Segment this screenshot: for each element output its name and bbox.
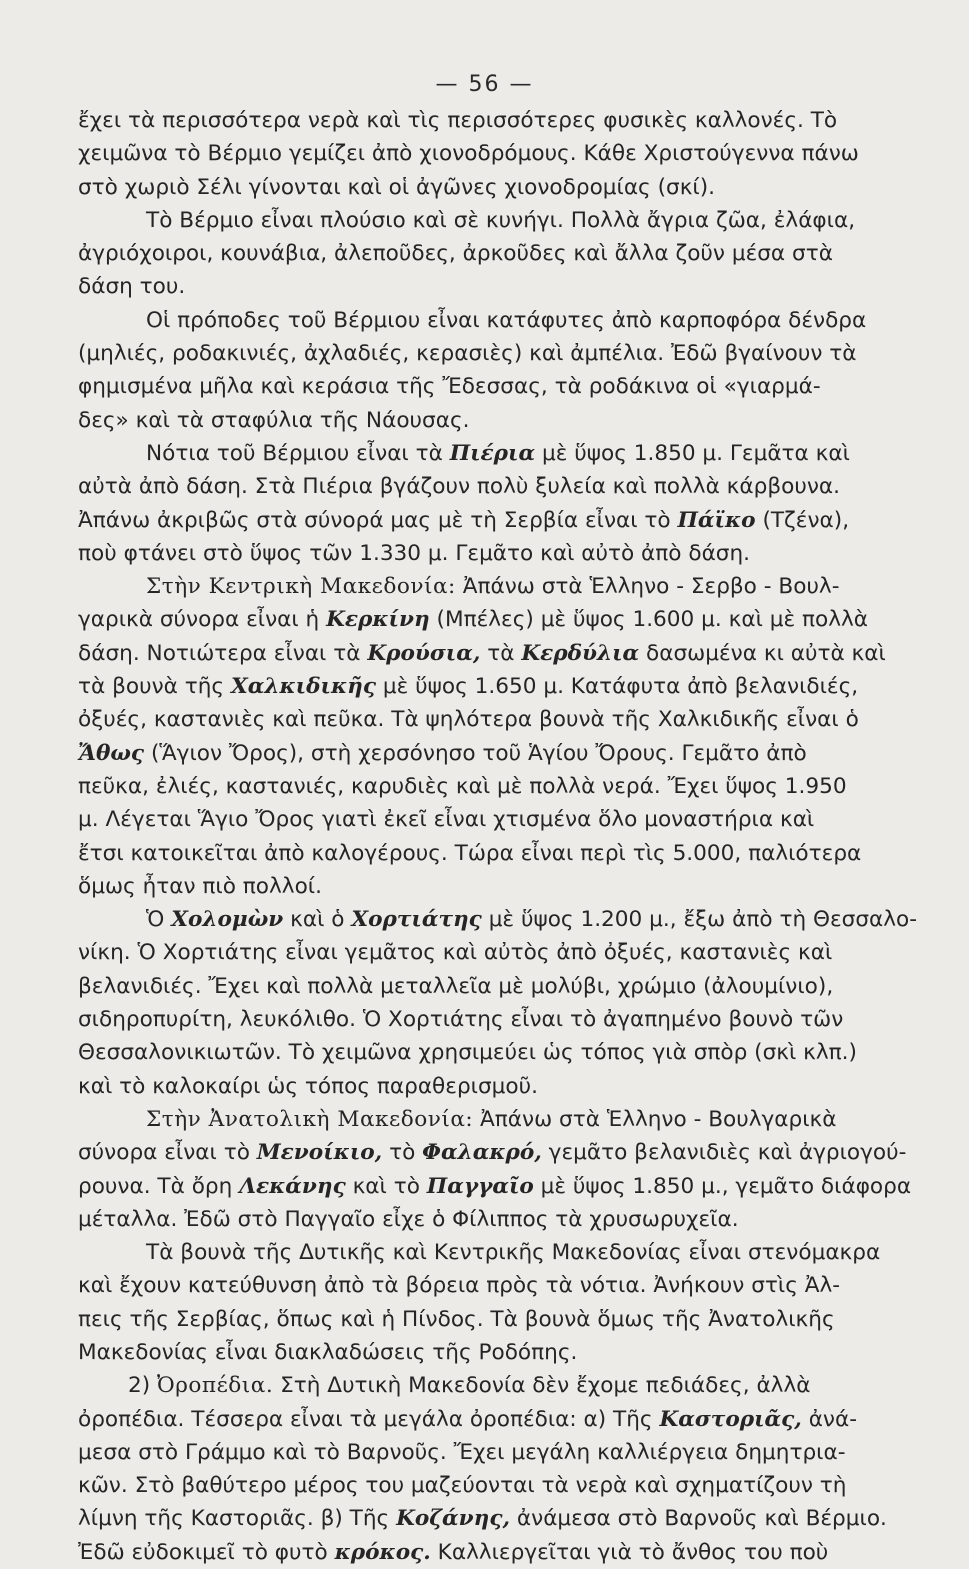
- text-line: [78, 570, 890, 603]
- text-line: φημισμένα μῆλα καὶ κεράσια τῆς Ἔδεσσας, τὰ ροδάκινα οἱ «γιαρμά-: [78, 374, 821, 400]
- text-run: καὶ ὁ: [283, 907, 352, 933]
- text-run: τὸ: [382, 1140, 423, 1166]
- mountain-name: Κερδύλια: [521, 640, 640, 666]
- mountain-name: Πάϊκο: [677, 507, 756, 533]
- mountain-name: Πιέρια: [449, 440, 536, 466]
- text-run: δάση. Νοτιώτερα εἶναι τὰ: [78, 640, 368, 666]
- text-run: (Τζένα),: [755, 507, 850, 533]
- mountain-name: Χορτιάτης: [351, 907, 482, 933]
- text-line: Μακεδονίας εἶναι διακλαδώσεις τῆς Ροδόπης.: [78, 1339, 578, 1365]
- text-run: Στὴ Δυτικὴ Μακεδονία δὲν ἔχομε πεδιάδες, ἀλλὰ: [273, 1373, 811, 1399]
- text-run: Ἐδῶ εὐδοκιμεῖ τὸ φυτὸ: [78, 1539, 335, 1565]
- text-line: πεῦκα, ἐλιές, καστανιές, καρυδιὲς καὶ μὲ πολλὰ νερά. Ἔχει ὕψος 1.950: [78, 773, 847, 799]
- paragraph: [78, 1103, 912, 1236]
- mountain-name: Μενοίκιο,: [256, 1140, 383, 1166]
- text-run: γεμᾶτο βελανιδιὲς καὶ ἀγριογού-: [541, 1140, 907, 1166]
- mountain-name: Χολομὼν: [171, 907, 284, 933]
- section-heading: Στὴν Ἀνατολικὴ Μακεδονία:: [146, 1106, 474, 1132]
- text-line: ἔτσι κατοικεῖται ἀπὸ καλογέρους. Τώρα εἶναι περὶ τὶς 5.000, παλιότερα: [78, 840, 862, 866]
- text-line: σιδηροπυρίτη, λευκόλιθο. Ὁ Χορτιάτης εἶναι τὸ ἀγαπημένο βουνὸ τῶν: [78, 1007, 844, 1033]
- text-line: ποὺ φτάνει στὸ ὕψος τῶν 1.330 μ. Γεμᾶτο καὶ αὐτὸ ἀπὸ δάση.: [78, 540, 751, 566]
- text-line: πεις τῆς Σερβίας, ὅπως καὶ ἡ Πίνδος. Τὰ βουνὰ ὅμως τῆς Ἀνατολικῆς: [78, 1306, 835, 1332]
- text-run: Νότια τοῦ Βέρμιου εἶναι τὰ: [146, 440, 450, 466]
- text-line: (μηλιές, ροδακινιές, ἀχλαδιές, κερασιὲς) καὶ ἀμπέλια. Ἐδῶ βγαίνουν τὰ: [78, 341, 857, 367]
- text-run: Ἀπάνω στὰ Ἑλληνο - Βουλγαρικὰ: [473, 1106, 837, 1132]
- text-run: μὲ ὕψος 1.850 μ., γεμᾶτο διάφορα: [533, 1173, 912, 1199]
- page-number: — 56 —: [435, 72, 534, 97]
- text-line: Θεσσαλονικιωτῶν. Τὸ χειμῶνα χρησιμεύει ὡς τόπος γιὰ σπὸρ (σκὶ κλπ.): [78, 1040, 857, 1066]
- text-line: χειμῶνα τὸ Βέρμιο γεμίζει ἀπὸ χιονοδρόμους. Κάθε Χριστούγεννα πάνω: [78, 141, 859, 167]
- body-text: [78, 104, 918, 1569]
- text-run: μὲ ὕψος 1.200 μ., ἔξω ἀπὸ τὴ Θεσσαλο-: [481, 907, 918, 933]
- text-line: καὶ τὸ καλοκαίρι ὡς τόπος παραθερισμοῦ.: [78, 1073, 538, 1099]
- text-line: ἀγριόχοιροι, κουνάβια, ἀλεποῦδες, ἀρκοῦδες καὶ ἄλλα ζοῦν μέσα στὰ: [78, 241, 833, 267]
- text-run: λίμνη τῆς Καστοριᾶς. β) Τῆς: [78, 1506, 397, 1532]
- text-run: ὀροπέδια. Τέσσερα εἶναι τὰ μεγάλα ὀροπέδια: α) Τῆς: [78, 1406, 660, 1432]
- text-line: αὐτὰ ἀπὸ δάση. Στὰ Πιέρια βγάζουν πολὺ ξυλεία καὶ πολλὰ κάρβουνα.: [78, 474, 840, 500]
- place-name: Κοζάνης,: [396, 1506, 511, 1532]
- place-name: Καστοριᾶς,: [659, 1406, 802, 1432]
- text-line: [78, 437, 890, 470]
- text-line: δες» καὶ τὰ σταφύλια τῆς Νάουσας.: [78, 407, 470, 433]
- text-line: ὀξυές, καστανιὲς καὶ πεῦκα. Τὰ ψηλότερα βουνὰ τῆς Χαλκιδικῆς εἶναι ὁ: [78, 707, 859, 733]
- text-line: κῶν. Στὸ βαθύτερο μέρος του μαζεύονται τὰ νερὰ καὶ σχηματίζουν τὴ: [78, 1473, 847, 1499]
- mountain-name: Κερκίνη: [326, 607, 430, 633]
- text-line: [78, 603, 890, 636]
- text-run: Ἀπάνω στὰ Ἑλληνο - Σερβο - Βουλ-: [455, 574, 840, 600]
- text-run: σύνορα εἶναι τὸ: [78, 1140, 257, 1166]
- text-line: Τὰ βουνὰ τῆς Δυτικῆς καὶ Κεντρικῆς Μακεδονίας εἶναι στενόμακρα: [146, 1240, 881, 1266]
- text-run: ρουνα. Τὰ ὄρη: [78, 1173, 240, 1199]
- text-run: (Ἅγιον Ὄρος), στὴ χερσόνησο τοῦ Ἁγίου Ὄρους. Γεμᾶτο ἀπὸ: [144, 740, 807, 766]
- text-line: [78, 1369, 890, 1402]
- mountain-name: Λεκάνης: [239, 1173, 346, 1199]
- text-line: μ. Λέγεται Ἅγιο Ὄρος γιατὶ ἐκεῖ εἶναι χτισμένα ὅλο μοναστήρια καὶ: [78, 807, 815, 833]
- mountain-name: Ἄθως: [78, 740, 145, 766]
- text-run: μὲ ὕψος 1.850 μ. Γεμᾶτα καὶ: [535, 440, 850, 466]
- text-line: βελανιδιές. Ἔχει καὶ πολλὰ μεταλλεῖα μὲ μολύβι, χρώμιο (ἀλουμίνιο),: [78, 973, 834, 999]
- text-line: ἔχει τὰ περισσότερα νερὰ καὶ τὶς περισσότερες φυσικὲς καλλονές. Τὸ: [78, 108, 838, 133]
- text-run: Ἀπάνω ἀκριβῶς στὰ σύνορά μας μὲ τὴ Σερβία εἶναι τὸ: [78, 507, 678, 533]
- mountain-name: Παγγαῖο: [426, 1173, 534, 1199]
- text-line: [78, 1103, 890, 1136]
- text-line: μέταλλα. Ἐδῶ στὸ Παγγαῖο εἶχε ὁ Φίλιππος τὰ χρυσωρυχεῖα.: [78, 1206, 739, 1232]
- text-run: ἀνάμεσα στὸ Βαρνοῦς καὶ Βέρμιο.: [510, 1506, 887, 1532]
- text-run: Ὁ: [146, 907, 172, 933]
- text-run: Καλλιεργεῖται γιὰ τὸ ἄνθος του ποὺ: [430, 1539, 829, 1565]
- text-run: (Μπέλες) μὲ ὕψος 1.600 μ. καὶ μὲ πολλὰ: [429, 607, 869, 633]
- text-run: καὶ τὸ: [345, 1173, 427, 1199]
- text-line: [78, 670, 890, 703]
- text-run: ἀνά-: [801, 1406, 858, 1432]
- plant-name: κρόκος.: [334, 1539, 431, 1565]
- text-line: [78, 1403, 890, 1436]
- paragraph: [78, 1236, 890, 1369]
- text-line: [78, 903, 918, 936]
- text-line: στὸ χωριὸ Σέλι γίνονται καὶ οἱ ἀγῶνες χιονοδρομίας (σκί).: [78, 174, 716, 200]
- mountain-name: Φαλακρό,: [422, 1140, 542, 1166]
- paragraph: [78, 104, 890, 204]
- section-heading: Ὀροπέδια.: [157, 1373, 274, 1399]
- text-line: [78, 1536, 890, 1569]
- text-run: τὰ: [480, 640, 522, 666]
- text-line: [78, 1502, 890, 1535]
- paragraph: [78, 903, 918, 1103]
- text-line: καὶ ἔχουν κατεύθυνση ἀπὸ τὰ βόρεια πρὸς τὰ νότια. Ἀνήκουν στὶς Ἀλ-: [78, 1273, 841, 1299]
- text-line: Οἱ πρόποδες τοῦ Βέρμιου εἶναι κατάφυτες ἀπὸ καρποφόρα δένδρα: [146, 307, 867, 333]
- text-line: ὅμως ἦταν πιὸ πολλοί.: [78, 873, 322, 899]
- text-run: μὲ ὕψος 1.650 μ. Κατάφυτα ἀπὸ βελανιδιές,: [376, 674, 859, 700]
- paragraph: [78, 304, 890, 437]
- text-line: [78, 637, 890, 670]
- text-line: μεσα στὸ Γράμμο καὶ τὸ Βαρνοῦς. Ἔχει μεγάλη καλλιέργεια δημητρια-: [78, 1439, 846, 1465]
- mountain-name: Κρούσια,: [367, 640, 481, 666]
- text-run: γαρικὰ σύνορα εἶναι ἡ: [78, 607, 327, 633]
- text-line: [78, 1170, 912, 1203]
- paragraph: [78, 1369, 890, 1569]
- text-line: νίκη. Ὁ Χορτιάτης εἶναι γεμᾶτος καὶ αὐτὸς ἀπὸ ὀξυές, καστανιὲς καὶ: [78, 940, 833, 966]
- text-line: δάση του.: [78, 274, 186, 300]
- text-run: δασωμένα κι αὐτὰ καὶ: [639, 640, 886, 666]
- section-heading: Στὴν Κεντρικὴ Μακεδονία:: [146, 574, 456, 600]
- text-line: [78, 1136, 907, 1169]
- text-line: [78, 504, 890, 537]
- text-line: Τὸ Βέρμιο εἶναι πλούσιο καὶ σὲ κυνήγι. Πολλὰ ἄγρια ζῶα, ἐλάφια,: [146, 207, 856, 233]
- text-run: 2): [128, 1373, 158, 1399]
- paragraph: [78, 570, 890, 903]
- paragraph: [78, 437, 890, 570]
- text-run: τὰ βουνὰ τῆς: [78, 674, 231, 700]
- paragraph: [78, 204, 890, 304]
- text-line: [78, 737, 890, 770]
- mountain-name: Χαλκιδικῆς: [230, 674, 377, 700]
